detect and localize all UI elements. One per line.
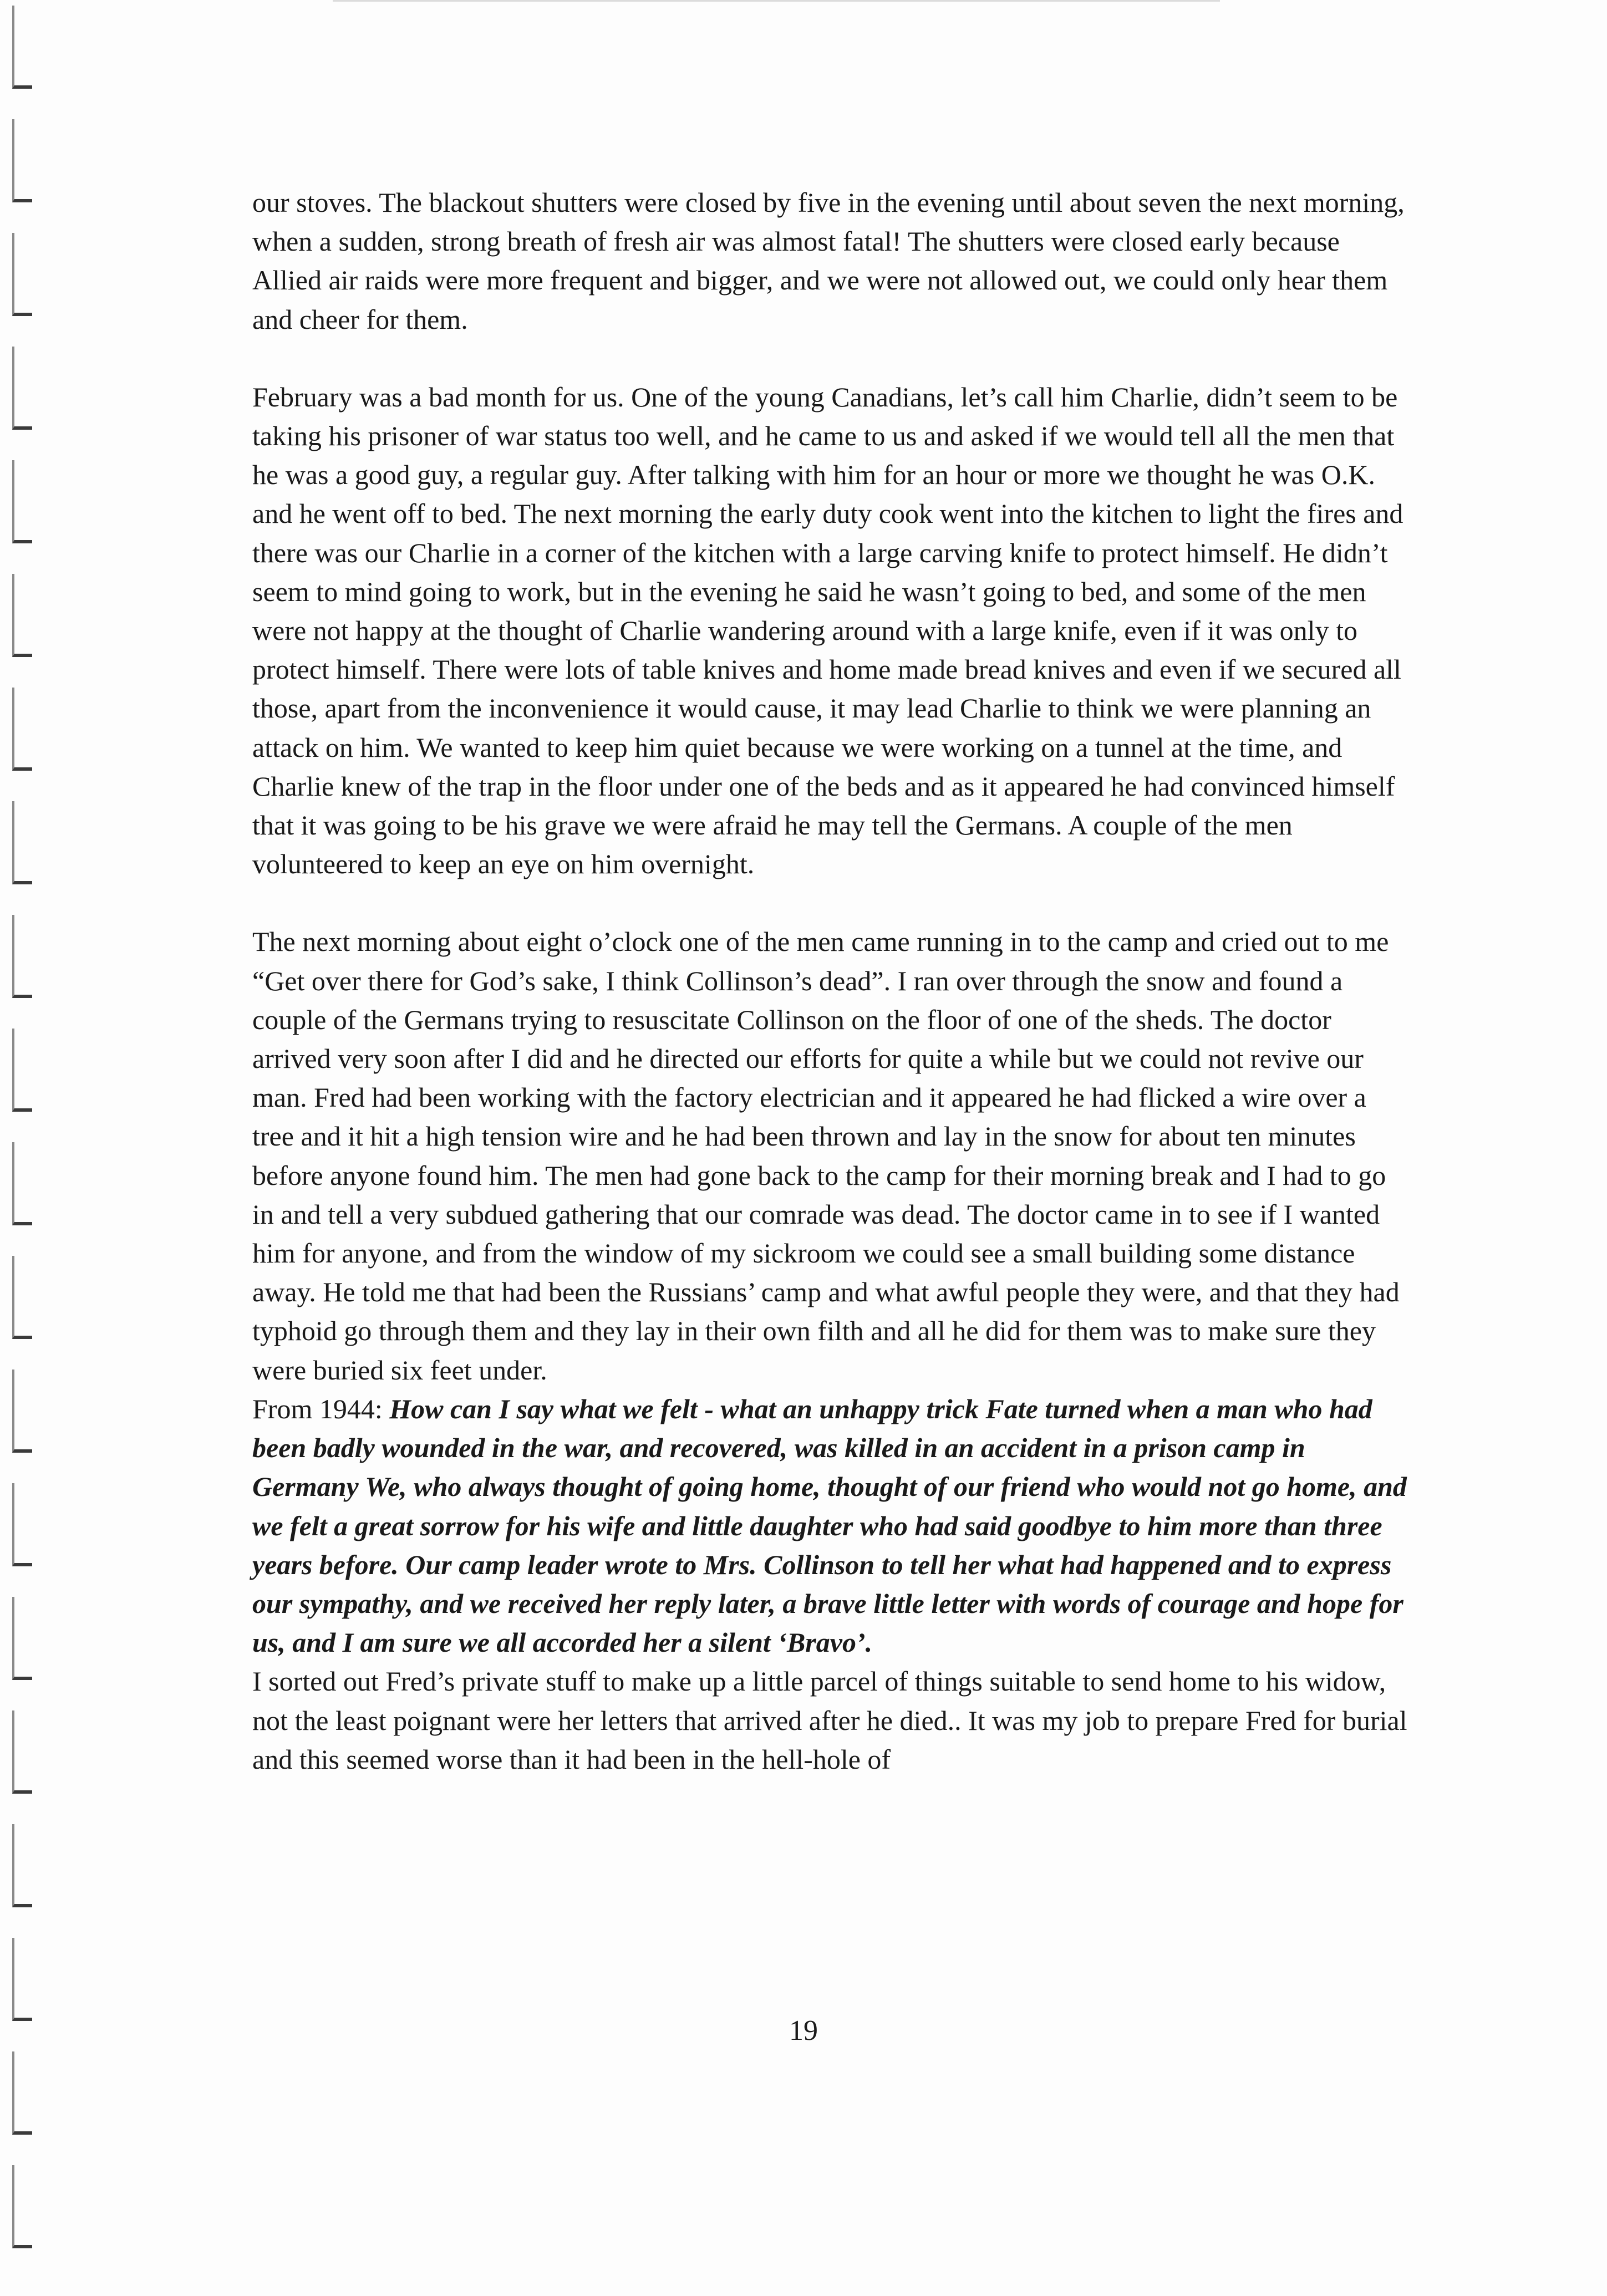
top-edge-rule bbox=[333, 0, 1220, 2]
paragraph-charlie: February was a bad month for us. One of the young Canadians, let’s call him Charlie, didn’t seem to be taking his prisoner of war status too well, and he came to us and asked if we would tell all the men that he was a good guy, a regular guy. After talking with him for an hour or more we thought he was O.K. and he went off to bed. The next morning the early duty cook went into the kitchen to light the fires and there was our Charlie in a corner of the kitchen with a large carving knife to protect himself. He didn’t seem to mind going to work, but in the evening he said he wasn’t going to bed, and some of the men were not happy at the thought of Charlie wandering around with a large knife, even if it was only to protect himself. There were lots of table knives and home made bread knives and even if we secured all those, apart from the inconvenience it would cause, it may lead Charlie to think we were planning an attack on him. We wanted to keep him quiet because we were working on a tunnel at the time, and Charlie knew of the trap in the floor under one of the beds and as it appeared he had convinced himself that it was going to be his grave we were afraid he may tell the Germans. A couple of the men volunteered to keep an eye on him overnight. bbox=[252, 381, 1403, 880]
binder-mark bbox=[12, 688, 32, 771]
binder-mark bbox=[12, 1370, 32, 1453]
binder-mark bbox=[12, 347, 32, 430]
binder-mark bbox=[12, 801, 32, 884]
binder-mark bbox=[12, 460, 32, 543]
binder-mark bbox=[12, 915, 32, 998]
page-number: 19 bbox=[789, 2015, 818, 2046]
binder-mark bbox=[12, 6, 32, 89]
binder-mark bbox=[12, 1029, 32, 1112]
binder-mark bbox=[12, 1710, 32, 1794]
paragraph-collinson: The next morning about eight o’clock one of the men came running in to the camp and cried out to me “Get over there for God’s sake, I think Collinson’s dead”. I ran over through the snow and found a couple of the Germans trying to resuscitate Collinson on the floor of one of the sheds. The doctor arrived very soon after I did and he directed our efforts for quite a while but we could not revive our man. Fred had been working with the factory electrician and it appeared he had flicked a wire over a tree and it hit a high tension wire and he had been thrown and lay in the snow for about ten minutes before anyone found him. The men had gone back to the camp for their morning break and I had to go in and tell a very subdued gathering that our comrade was dead. The doctor came in to see if I wanted him for anyone, and from the window of my sickroom we could see a small building some distance away. He told me that had been the Russians’ camp and what awful people they were, and that they had typhoid go through them and they lay in their own filth and all he did for them was to make sure they were buried six feet under. bbox=[252, 926, 1400, 1386]
binder-mark bbox=[12, 233, 32, 316]
diary-quote bbox=[252, 1389, 1411, 1662]
paragraph-burial: I sorted out Fred’s private stuff to make up a little parcel of things suitable to send home to his widow, not the least poignant were her letters that arrived after he died.. It was my job to prepare Fred for burial and this seemed worse than it had been in the hell-hole of bbox=[252, 1666, 1407, 1775]
binder-mark bbox=[12, 2165, 32, 2248]
binder-mark bbox=[12, 1938, 32, 2021]
quote-intro: From 1944: bbox=[252, 1393, 390, 1424]
quote-text: How can I say what we felt - what an unhappy trick Fate turned when a man who had been badly wounded in the war, and recovered, was killed in an accident in a prison camp in Germany We, who always thought of going home, thought of our friend who would not go home, and we felt a great sorrow for his wife and little daughter who had said goodbye to him more than three years before. Our camp leader wrote to Mrs. Collinson to tell her what had happened and to express our sympathy, and we received her reply later, a brave little letter with words of courage and hope for us, and I am sure we all accorded her a silent ‘Bravo’. bbox=[252, 1393, 1407, 1658]
binder-mark bbox=[12, 2051, 32, 2135]
binder-edge bbox=[12, 0, 45, 2296]
binder-mark bbox=[12, 119, 32, 202]
binder-mark bbox=[12, 1483, 32, 1566]
body-text bbox=[252, 183, 1411, 1779]
binder-mark bbox=[12, 574, 32, 657]
binder-mark bbox=[12, 1597, 32, 1680]
binder-mark bbox=[12, 1256, 32, 1339]
paragraph-stoves: our stoves. The blackout shutters were closed by five in the evening until about seven the next morning, when a sudden, strong breath of fresh air was almost fatal! The shutters were closed early because Allied air raids were more frequent and bigger, and we were not allowed out, we could only hear them and cheer for them. bbox=[252, 187, 1405, 335]
binder-mark bbox=[12, 1142, 32, 1225]
binder-mark bbox=[12, 1824, 32, 1907]
